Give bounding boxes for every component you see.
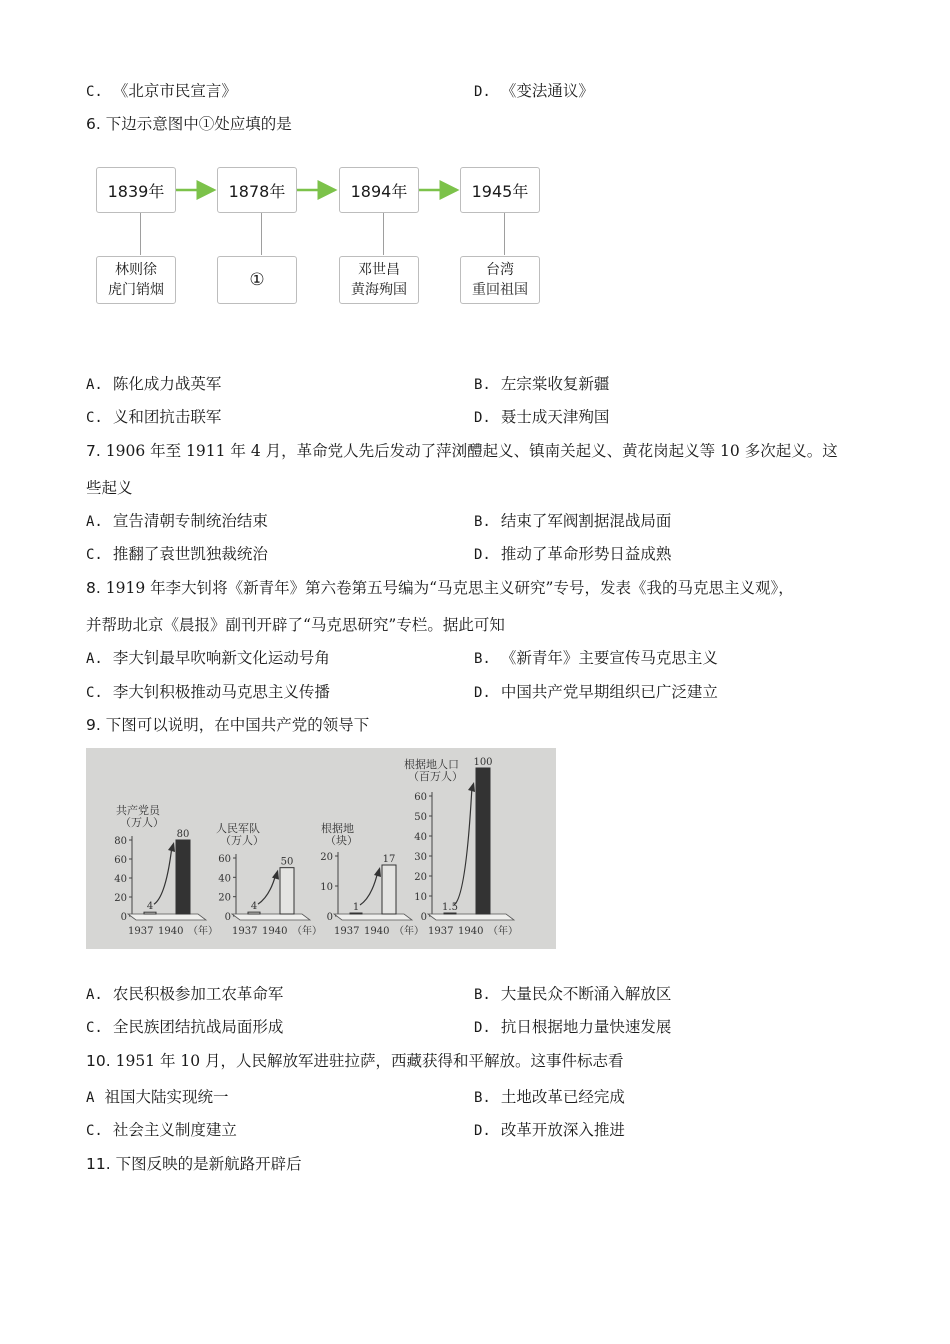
- chart-1-x-label-1937: 1937: [128, 926, 154, 937]
- q9-option-c[interactable]: C. 全民族团结抗战局面形成: [86, 1018, 284, 1036]
- q8-option-c[interactable]: C. 李大钊积极推动马克思主义传播: [86, 683, 330, 701]
- chart-4-x-label-1937: 1937: [428, 926, 454, 937]
- chart-2-unit: （万人）: [220, 834, 264, 847]
- q10-option-b[interactable]: B. 土地改革已经完成: [474, 1088, 625, 1106]
- chart-3-value-label-1940: 17: [382, 854, 396, 865]
- q7-option-b[interactable]: B. 结束了军阀割据混战局面: [474, 512, 672, 530]
- q5-option-d[interactable]: D. 《变法通议》: [474, 82, 594, 100]
- chart-4-tick-label-0: 0: [420, 912, 427, 923]
- q7-stem-line2: 些起义: [86, 479, 133, 497]
- year-box-1: 1839年: [96, 167, 176, 213]
- chart-4-tick-label-5: 50: [414, 812, 427, 823]
- q7-option-d[interactable]: D. 推动了革命形势日益成熟: [474, 545, 672, 563]
- q6-option-d[interactable]: D. 聂士成天津殉国: [474, 408, 610, 426]
- chart-1-value-label-1937: 4: [146, 901, 154, 913]
- chart-4-tick-label-1: 10: [414, 892, 427, 903]
- chart-2-value-label-1940: 50: [280, 856, 294, 868]
- connector-4: [504, 213, 505, 255]
- chart-3-base: [334, 914, 412, 920]
- chart-2-tick-label-3: 60: [218, 854, 231, 865]
- chart-1-base: [128, 914, 206, 920]
- chart-3-tick-label-0: 0: [326, 912, 333, 923]
- chart-3-x-unit: （年）: [394, 926, 424, 937]
- q8-stem-line1: 8. 1919 年李大钊将《新青年》第六卷第五号编为“马克思主义研究”专号，发表《我的马克思主义观》，: [86, 579, 794, 597]
- event-box-4: 台湾 重回祖国: [460, 256, 540, 304]
- q7-stem-line1: 7. 1906 年至 1911 年 4 月，革命党人先后发动了萍浏醴起义、镇南关起义、黄花岗起义等 10 多次起义。这: [86, 442, 838, 460]
- chart-3-unit: （块）: [325, 834, 358, 847]
- chart-2-base: [232, 914, 310, 920]
- q5-option-c[interactable]: C. 《北京市民宣言》: [86, 82, 237, 100]
- chart-2-growth-arrow-icon: [258, 874, 276, 904]
- q6-option-b[interactable]: B. 左宗棠收复新疆: [474, 375, 610, 393]
- chart-4-unit: （百万人）: [408, 770, 463, 783]
- chart-3-x-label-1937: 1937: [334, 926, 360, 937]
- q8-option-d[interactable]: D. 中国共产党早期组织已广泛建立: [474, 683, 718, 701]
- event-box-1: 林则徐 虎门销烟: [96, 256, 176, 304]
- chart-4-bar-1937: [444, 913, 456, 914]
- chart-3-tick-label-1: 10: [320, 882, 333, 893]
- q10-option-d[interactable]: D. 改革开放深入推进: [474, 1121, 625, 1139]
- chart-3-value-label-1937: 1: [352, 902, 360, 913]
- q9-option-d[interactable]: D. 抗日根据地力量快速发展: [474, 1018, 672, 1036]
- chart-4-tick-label-2: 20: [414, 872, 427, 883]
- chart-2-tick-label-1: 20: [218, 892, 231, 904]
- chart-4-tick-label-6: 60: [414, 792, 427, 803]
- chart-1-title: 共产党员: [116, 804, 160, 817]
- year-box-2: 1878年: [217, 167, 297, 213]
- chart-2-x-label-1937: 1937: [232, 926, 258, 937]
- q10-option-c[interactable]: C. 社会主义制度建立: [86, 1121, 237, 1139]
- chart-1-bar-1937: [144, 912, 156, 914]
- chart-4-bar-1940: [476, 768, 490, 914]
- q8-option-b[interactable]: B. 《新青年》主要宣传马克思主义: [474, 649, 718, 667]
- chart-1-x-label-1940: 1940: [158, 926, 184, 937]
- q10-option-a[interactable]: A 祖国大陆实现统一: [86, 1088, 229, 1106]
- chart-4-tick-label-3: 30: [414, 852, 427, 863]
- chart-4-arrowhead-icon: [468, 782, 475, 792]
- q10-stem: 10. 1951 年 10 月，人民解放军进驻拉萨，西藏获得和平解放。这事件标志看: [86, 1052, 624, 1070]
- bar-charts-svg: [86, 748, 556, 949]
- q6-option-a[interactable]: A. 陈化成力战英军: [86, 375, 222, 393]
- chart-1-tick-label-1: 20: [114, 893, 127, 904]
- chart-2-arrowhead-icon: [272, 870, 279, 880]
- chart-1-value-label-1940: 80: [176, 829, 190, 840]
- chart-3-growth-arrow-icon: [360, 871, 378, 905]
- q7-option-a[interactable]: A. 宣告清朝专制统治结束: [86, 512, 268, 530]
- q9-option-a[interactable]: A. 农民积极参加工农革命军: [86, 985, 284, 1003]
- q7-option-c[interactable]: C. 推翻了袁世凯独裁统治: [86, 545, 268, 563]
- chart-2-title: 人民军队: [216, 822, 260, 835]
- chart-3-bar-1937: [350, 913, 362, 914]
- chart-1-tick-label-3: 60: [114, 855, 127, 866]
- chart-2-x-unit: （年）: [292, 926, 322, 937]
- connector-2: [261, 213, 262, 255]
- chart-4-tick-label-4: 40: [414, 832, 427, 843]
- q8-option-a[interactable]: A. 李大钊最早吹响新文化运动号角: [86, 649, 330, 667]
- year-box-4: 1945年: [460, 167, 540, 213]
- chart-4-base: [428, 914, 514, 920]
- chart-2-bar-1937: [248, 912, 260, 914]
- q6-option-c[interactable]: C. 义和团抗击联军: [86, 408, 222, 426]
- q6-stem: 6. 下边示意图中①处应填的是: [86, 115, 292, 133]
- event-box-3: 邓世昌 黄海殉国: [339, 256, 419, 304]
- chart-3-bar-1940: [382, 865, 396, 914]
- chart-1-tick-label-0: 0: [120, 912, 127, 923]
- chart-3-title: 根据地: [321, 822, 354, 835]
- chart-2-bar-1940: [280, 868, 294, 914]
- connector-3: [383, 213, 384, 255]
- bar-charts-photo: [86, 748, 556, 949]
- chart-1-tick-label-4: 80: [114, 836, 127, 847]
- chart-2-tick-label-2: 40: [218, 873, 231, 885]
- chart-4-title: 根据地人口: [404, 758, 459, 771]
- year-box-3: 1894年: [339, 167, 419, 213]
- timeline-diagram: [86, 160, 556, 310]
- chart-1-growth-arrow-icon: [154, 846, 172, 904]
- chart-4-x-unit: （年）: [488, 926, 518, 937]
- chart-4-x-label-1940: 1940: [458, 926, 484, 937]
- event-box-2-blank: ①: [217, 256, 297, 304]
- chart-3-x-label-1940: 1940: [364, 926, 390, 937]
- chart-1-tick-label-2: 40: [114, 874, 127, 885]
- connector-1: [140, 213, 141, 255]
- chart-4-value-label-1937: 1.5: [442, 902, 458, 913]
- q9-option-b[interactable]: B. 大量民众不断涌入解放区: [474, 985, 672, 1003]
- chart-2-tick-label-0: 0: [224, 912, 231, 923]
- chart-4-growth-arrow-icon: [454, 786, 472, 905]
- chart-1-bar-1940: [176, 840, 190, 914]
- chart-3-arrowhead-icon: [374, 867, 381, 877]
- q8-stem-line2: 并帮助北京《晨报》副刊开辟了“马克思研究”专栏。据此可知: [86, 616, 505, 634]
- chart-1-arrowhead-icon: [168, 842, 175, 852]
- chart-4-value-label-1940: 100: [473, 757, 493, 768]
- chart-3-tick-label-2: 20: [320, 852, 333, 863]
- chart-1-x-unit: （年）: [188, 926, 218, 937]
- q11-stem: 11. 下图反映的是新航路开辟后: [86, 1155, 302, 1173]
- chart-2-value-label-1937: 4: [250, 901, 258, 913]
- q9-stem: 9. 下图可以说明，在中国共产党的领导下: [86, 716, 370, 734]
- chart-1-unit: （万人）: [120, 816, 164, 829]
- chart-2-x-label-1940: 1940: [262, 926, 288, 937]
